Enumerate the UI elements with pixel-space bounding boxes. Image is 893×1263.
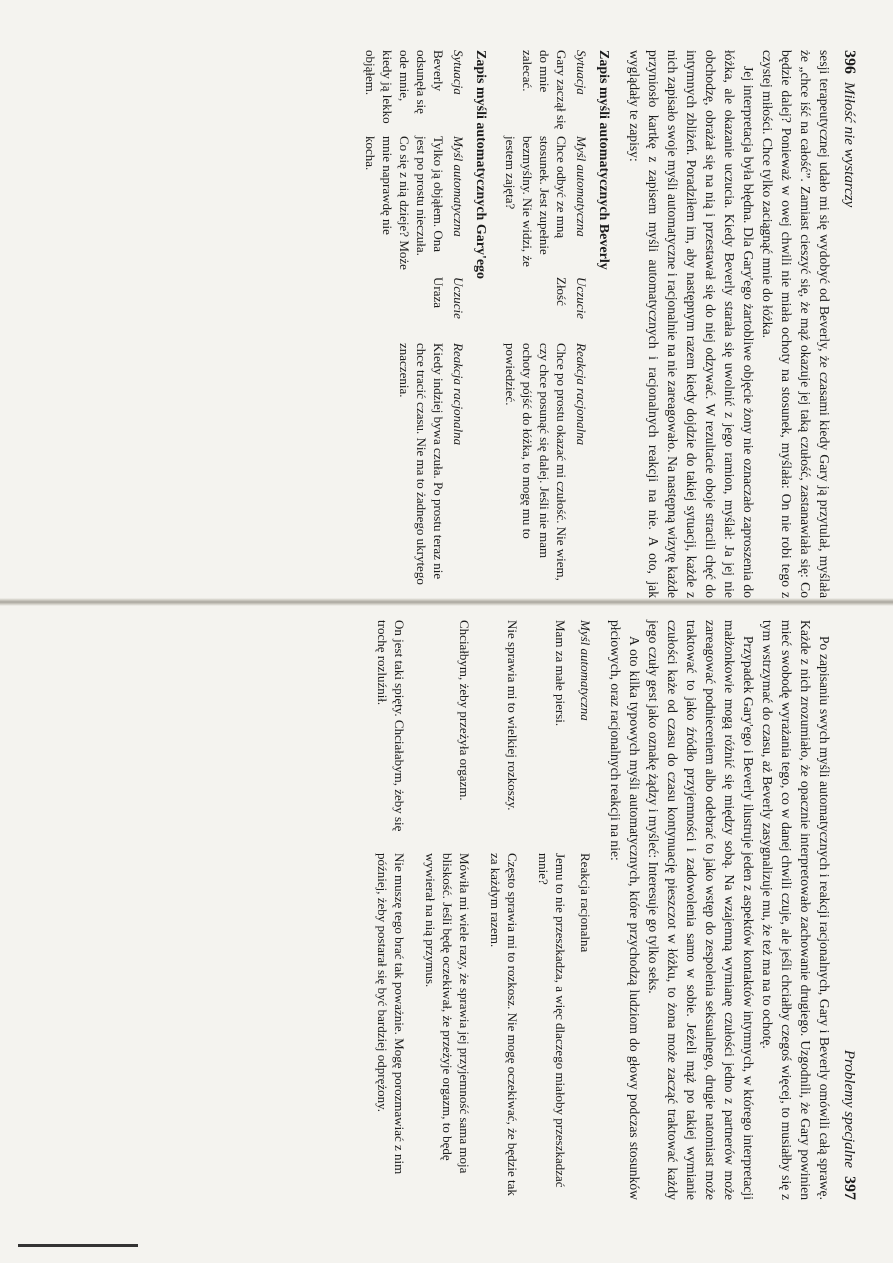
list-item xyxy=(487,620,521,1200)
page-397 xyxy=(68,620,858,1200)
running-title-397: Problemy specjalne xyxy=(841,1049,857,1168)
automatic-thought: Nie sprawia mi to wielkiej rozkoszy. xyxy=(505,620,520,811)
automatic-thought: On jest taki spięty. Chciałabym, żeby się trochę rozluźnił. xyxy=(375,620,407,832)
list-item xyxy=(535,620,569,1200)
header-automatic-thought: Myśl automatyczna xyxy=(578,620,593,721)
spread-gutter xyxy=(0,598,893,606)
cell-automatic-thought: Tylko ją objąłem. Ona jest po prostu nieczuła. Co się z nią dzieje? Może mnie naprawdę nie kocha. xyxy=(363,136,446,270)
beverly-table-title: Zapis myśli automatycznych Beverly xyxy=(596,50,611,270)
running-title-396: Miłość nie wystarczy xyxy=(841,82,857,208)
running-head-396 xyxy=(840,50,858,598)
cell-feeling: Uraza xyxy=(431,277,446,309)
header-rational-response: Reakcja racjonalna xyxy=(451,343,466,446)
paragraph-396-2: Jej interpretacja była błędna. Dla Gary'ego żartobliwe objęcie żony nie oznaczało zaproszenia do łóżka, ale okazanie uczucia. Kiedy Beverly starała się uwolnić z jego ramion, myślał: Ja jej nie obchodzę, obrażał się na nią i przestawał się do niej odzywać. W rezultacie oboje stracili chęć do intymnych zbliżeń. Poradziłem im, aby następnym razem kiedy dojdzie do takiej sytuacji, każde z nich zapisało swoje myśli automatyczne i racjonalnie na nie zareagowało. Na następną wizytę każde przyniosło kartkę z zapisem myśli automatycznych i racjonalnych reakcji na nie. A oto, jak wyglądały te zapisy: xyxy=(627,50,756,598)
thought-list-header xyxy=(577,620,594,1200)
header-automatic-thought: Myśl automatyczna xyxy=(574,136,589,237)
cell-situation: Beverly odsunęła się ode mnie, kiedy ją lekko objąłem. xyxy=(363,50,446,124)
header-situation: Sytuacja xyxy=(574,50,589,95)
table-header-row xyxy=(447,50,466,598)
gary-thought-record xyxy=(362,50,466,598)
table-row xyxy=(502,50,570,598)
table-row xyxy=(362,50,447,598)
page-number-396: 396 xyxy=(841,50,858,74)
automatic-thought: Chciałbym, żeby przeżyła orgazm. xyxy=(457,620,472,801)
beverly-thought-record xyxy=(502,50,589,598)
automatic-thought: Mam za małe piersi. xyxy=(553,620,568,727)
gary-table-title: Zapis myśli automatycznych Gary'ego xyxy=(473,50,488,280)
page-number-397: 397 xyxy=(841,1176,858,1200)
list-item xyxy=(374,620,408,1200)
paragraph-397-2: Przypadek Gary'ego i Beverly ilustruje jeden z aspektów kontaktów intymnych, w którego interpretacji małżonkowie mogą różnić się między sobą. Na wzajemną wymianę czułości jedno z partnerów może zareagować podnieceniem albo odebrać to jako wstęp do zespolenia seksualnego, drugie natomiast może traktować to jako źródło przyjemności i zadowolenia samo w sobie. Jeżeli mąż po takiej wymianie czułości każe od czasu do czasu kontynuację pieszczot w łóżku, to żona może zacząć traktować każdy jego czuły gest jako oznakę żądzy i myśleć: Interesuje go tylko seks. xyxy=(646,620,756,1200)
cell-rational-response: Chce po prostu okazać mi czułość. Nie wiem, czy chce posunąć się dalej. Jeśli nie mam ochoty pójść do łóżka, to mogę mu to powiedzieć. xyxy=(503,343,569,581)
cell-automatic-thought: Chce odbyć ze mną stosunek. Jest zupełnie bezmyślny. Nie widzi, że jestem zajęta? xyxy=(503,136,569,267)
header-automatic-thought: Myśl automatyczna xyxy=(451,136,466,237)
rational-response: Często sprawia mi to rozkosz. Nie mogę oczekiwać, że będzie tak za każdym razem. xyxy=(488,853,520,1196)
cell-rational-response: Kiedy indziej bywa czuła. Po prostu teraz nie chce tracić czasu. Nie ma to żadnego ukrytego znaczenia. xyxy=(397,343,446,585)
rational-response: Mówiła mi wiele razy, że sprawia jej przyjemność sama moja bliskość. Jeśli będę oczekiwał, że przeżyje orgazm, to będę wywierał na nią przymus. xyxy=(423,853,472,1174)
header-situation: Sytuacja xyxy=(451,50,466,95)
cell-situation: Gary zaczął się do mnie zalecać. xyxy=(520,50,569,130)
rational-response: Nie muszę tego brać tak poważnie. Mogę porozmawiać z nim później, żeby postarał się być bardziej odprężony. xyxy=(375,853,407,1175)
header-rational-response: Reakcja racjonalna xyxy=(578,853,593,953)
header-rational-response: Reakcja racjonalna xyxy=(574,343,589,446)
paragraph-397-3: A oto kilka typowych myśli automatycznych, które przychodzą ludziom do głowy podczas stosunków płciowych, oraz racjonalnych reakcji na nie: xyxy=(608,620,642,1200)
page-396 xyxy=(68,50,858,598)
paragraph-397-1: Po zapisaniu swych myśli automatycznych i reakcji racjonalnych, Gary i Beverly omówili całą sprawę. Każde z nich zrozumiało, że opacznie interpretowało zachowanie drugiego. Uzgodnili, że Gary powinien mieć swobodę wyrażania tego, co w danej chwili czuje, ale jeśli chciałby czegoś więcej, to musiałby się z tym wstrzymać do czasu, aż Beverly zasygnalizuje mu, że też ma na to ochotę. xyxy=(760,620,832,1200)
running-head-397 xyxy=(840,620,858,1200)
rational-response: Jemu to nie przeszkadza, a więc dlaczego miałoby przeszkadzać mnie? xyxy=(536,853,568,1188)
header-feeling: Uczucie xyxy=(451,277,466,319)
scan-edge-mark xyxy=(18,1244,138,1247)
cell-feeling: Złość xyxy=(554,277,569,306)
table-header-row xyxy=(570,50,589,598)
paragraph-396-1: sesji terapeutycznej udało mi się wydobyć od Beverly, że czasami kiedy Gary ją przytulał, myślała że „chce iść na całość”. Zamiast cieszyć się, że mąż okazuje jej taką czułość, zastanawiała się: Co będzie dalej? Ponieważ w owej chwili nie miała ochoty na stosunek, myślała: On nie robi tego z czystej miłości. Chce tylko zaciągnąć mnie do łóżka. xyxy=(760,50,832,598)
header-feeling: Uczucie xyxy=(574,277,589,319)
list-item xyxy=(422,620,473,1200)
